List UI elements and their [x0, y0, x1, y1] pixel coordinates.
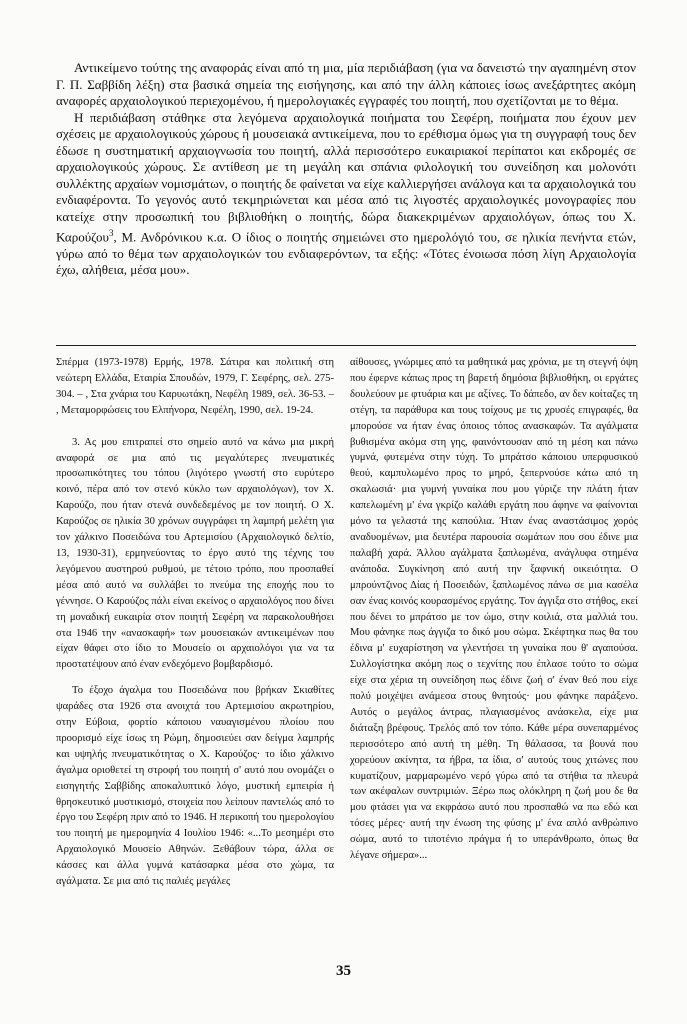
main-paragraph-1: Αντικείμενο τούτης της αναφοράς είναι από τη μια, μία περιδιάβαση (για να δανειστώ την αγαπημένη στον Γ. Π. Σαββίδη λέξη) στα βασικά σημεία της εισήγησης, και από την άλλη κάποιες ίσως ανεξάρτητες ακόμη αναφορές αρχαιολογικού περιεχομένου, ή ημερολογιακές εγγραφές του ποιητή, που σχετίζονται με το θέμα. — [56, 60, 636, 108]
footnote-3: 3. Ας μου επιτραπεί στο σημείο αυτό να κάνω μια μικρή αναφορά σε μια από τις μεγαλύτερες πνευματικές προσωπικότητες του τόπου (λιγότερο γνωστή στο ευρύτερο κοινό, πέρα από τον στενό κύκλο των αρχαιολόγων), τον Χ. Καρούζο, που ήταν στενά συνδεδεμένος με τον ποιητή. Ο Χ. Καρούζος σε ηλικία 30 χρόνων συγγράφει τη λαμπρή μελέτη για τον χάλκινο Ποσειδώνα του Αρτεμισίου (Αρχαιολογικό δελτίο, 13, 1930-31), ερμηνεύοντας το έργο αυτό της τέχνης του λεγόμενου αυστηρού ρυθμού, με τέτοιο τρόπο, που προσπαθεί μέσα από αυτό να συλλάβει το πνεύμα της εποχής που το γέννησε. Ο Καρούζος πάλι είναι εκείνος ο αρχαιολόγος που δίνει τη μοναδική ευκαιρία στον ποιητή Σεφέρη να παρακολουθήσει στα 1946 την «ανασκαφή» των μουσειακών αντικειμένων που είχαν θάφει στο ίδιο το Μουσείο οι αρχαιολόγοι για να τα προστατέψουν από έναν ενδεχόμενο βομβαρδισμό. — [56, 436, 334, 671]
footnote-3-continued: Το έξοχο άγαλμα του Ποσειδώνα που βρήκαν Σκιαθίτες ψαράδες στα 1926 στα ανοιχτά του Αρτεμισίου ακρωτηρίου, στην Εύβοια, φορτίο κάποιου ναυαγισμένου πλοίου που προορισμό είχε ίσως τη Ρώμη, δημοσιεύει σαν δείγμα λαμπρής και υψηλής πνευματικότητας ο Χ. Καρούζος· το ίδιο χάλκινο άγαλμα οριοθετεί τη στροφή του ποιητή σ' αυτό που ονομάζει ο εισηγητής Σαββίδης αποκαλυπτικό λόγο, μυστική εμπειρία ή θρησκευτικό μυστικισμό, στοιχεία που λείπουν παντελώς από το έργο του Σεφέρη πριν από το 1946. Η περικοπή του ημερολογίου του ποιητή με ημερομηνία 4 Ιουλίου 1946: «...Το μεσημέρι στο Αρχαιολογικό Μουσείο Αθηνών. Ξεθάβουν τώρα, άλλα σε κάσσες και άλλα γυμνά κατάσαρκα μέσα στο χώμα, τα αγάλματα. Σε μια από τις παλιές μεγάλες — [56, 685, 334, 888]
main-paragraph-2-start: Η περιδιάβαση στάθηκε στα λεγόμενα αρχαιολογικά ποιήματα του Σεφέρη, ποιήματα που έχουν μεν σχέσεις με αρχαιολογικούς χώρους ή μουσειακά αντικείμενα, που το ερέθισμα όμως για τη συγγραφή τους δεν έδωσε η συστηματική αρχαιογνωσία του ποιητή, αλλά περισσότερο ευκαιριακοί περίπατοι και εκδρομές σε αρχαιολογικούς χώρους. Σε αντίθεση με τη μεγάλη και σπάνια φιλολογική του συνείδηση και μολονότι συλλέκτης αρχαίων νομισμάτων, ο ποιητής δε φαίνεται να είχε καλλιεργήσει ανάλογα και τα αρχαιολογικά του ενδιαφέροντα. Το γεγονός αυτό τεκμηριώνεται και μέσα από τις λιγοστές αρχαιολογικές μονογραφίες που κατείχε στην προσωπική του βιβλιοθήκη ο ποιητής, δώρα διακεκριμένων αρχαιολόγων, όπως του Χ. Καρούζου — [56, 109, 636, 245]
page-number: 35 — [336, 963, 351, 979]
main-paragraph-2 — [56, 110, 636, 279]
main-paragraph-2-end: , Μ. Ανδρόνικου κ.α. Ο ίδιος ο ποιητής σημειώνει στο ημερολόγιό του, σε ηλικία πενήντα ετών, γύρω από το θέμα των αρχαιολογικών του ενδιαφερόντων, τα εξής: «Τότες ένοιωσα πόση λίγη Αρχαιολογία έχω, αλήθεια, μέσα μου». — [56, 229, 636, 278]
footnote-reference-list: Σπέρμα (1973-1978) Ερμής, 1978. Σάτιρα και πολιτική στη νεώτερη Ελλάδα, Εταιρία Σπουδών, 1979, Γ. Σεφέρης, σελ. 275-304. – , Στα χνάρια του Καρυωτάκη, Νεφέλη 1989, σελ. 36-53. – , Μεταμορφώσεις του Ελπήνορα, Νεφέλη, 1990, σελ. 19-24. — [56, 357, 334, 416]
footnotes-right-column — [350, 355, 638, 864]
footnotes-left-column — [56, 355, 334, 890]
footnote-3-quotation: αίθουσες, γνώριμες από τα μαθητικά μας χρόνια, με τη στεγνή όψη που έφερνε κάπως προς τη βαρετή δημόσια βιβλιοθήκη, οι εργάτες δουλεύουν με φτυάρια και με αξίνες. Το δάπεδο, αν δεν κοίταζες τη στέγη, τα παράθυρα και τους τοίχους με τις χρυσές επιγραφές, θα μπορούσε να ήταν ένας όποιος τόπος ανασκαφών. Τα αγάλματα βυθισμένα ακόμα στη γης, φαινόντουσαν από τη μέση και πάνω γυμνά, φυτεμένα στην τύχη. Το μπράτσο κάποιου υπερφυσικού θεού, καμπυλωμένο προς το μηρό, ξεπερνούσε κάτω από τη σκαλωσιά· μια γυμνή γυναίκα που μου γύριζε την πλάτη ήταν καπελωμένη μ' ένα γκρίζο καλάθι εργάτη που άφηνε να φαίνονται μόνο τα γελαστά της καπούλια. Ήταν ένας αναστάσιμος χορός αναδυομένων, μια δευτέρα παρουσία σωμάτων που σου έδινε μια παλαβή χαρά. Άλλου αγάλματα ξαπλωμένα, ανάγλυφα στημένα ανάποδα. Συγκίνηση από αυτή την ξαφνική οικειότητα. Ο μπρούντζινος Δίας ή Ποσειδών, ξαπλωμένος πάνω σε μια κασέλα σαν ένας κοινός κουρασμένος εργάτης. Τον άγγιξα στο στήθος, εκεί που δένει το μπράτσο με τον ώμο, στην κοιλιά, στα μαλλιά του. Μου φάνηκε πως άγγιζα το δικό μου σώμα. Σκέφτηκα πως θα του έδινα μ' ευχαρίστηση να γλεντήσει τη γυναίκα που θ' αγαπούσα. Συλλογίστηκα ακόμη πως ο τεχνίτης που έπλασε τούτο το σώμα είχε στα χέρια τη συνείδηση πως έδινε ζωή σ' έναν θεό που είχε πολύ μοιχέψει ανάμεσα στους θνητούς· μου φάνηκε παράξενο. Αυτός ο μεγάλος άντρας, πλαγιασμένος ανάσκελα, είχε μια διάταξη βρέφους. Τρελός από τον τόπο. Κάθε μέρα συνεπαρμένος περισσότερο από αυτή τη μέθη. Τη θάλασσα, τα βουνά που χορεύουν ακίνητα, τα ήβρα, τα ίδια, σ' αυτούς τους χιτώνες που κυματίζουν, μαρμαρωμένο νερό γύρω από τα στήθια τα πλευρά των ακέφαλων συντριμιών. Ξέρω πως ολόκληρη η ζωή μου δε θα μου φτάσει για να εκφράσω αυτό που προσπαθώ να πω εδώ και τόσες μέρες· αυτή την ένωση της φύσης μ' ένα απλό ανθρώπινο σώμα, αυτό το τιποτένιο πράγμα ή το υπεράνθρωπο, όπως θα λέγανε σήμερα»... — [350, 357, 638, 862]
footnote-ref-3: 3 — [108, 228, 114, 238]
main-text — [56, 60, 636, 279]
footnote-divider — [56, 345, 636, 346]
